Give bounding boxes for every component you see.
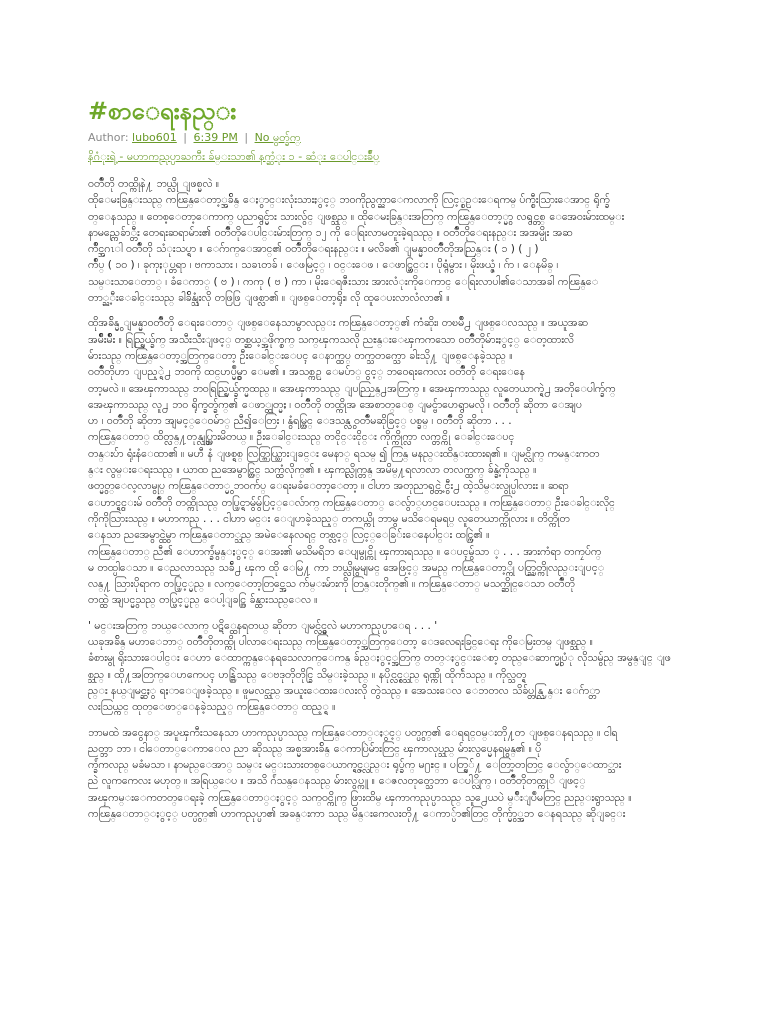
body-line: ဝတၳဳတိုဟာ ျပည့္ရဲ႕ ဘဝကို ထင္ဟပ္မွဳမွာ ေမ၏ ။ အသစ္ကဥ္ ေမပ်ာ္ ငွင့္ ဘဝေရးကေလး ဝတၳဳတို ေရးေနေ xyxy=(88,366,525,379)
body-line: ကိဳင္အဂၤါ ဝတၳဳတို သံုးသပ္ရာ ။ ေဂ်ာက္ေအာင္၏ ဝတၳဳတိုေရးနည္း ။ မလိခ၏ ျမန္မာဝတၳဳတိုအညြန္း ( ၁ ) ( ၂ ) xyxy=(88,243,539,256)
body-line: နာမည္ကေခ်ာ္တီး တေရးဆရာမ်ား၏ ဝတၳဳတိုေပါင္းမ်ားတြက္ ၁၂ ကို ေရြးလာမတူးခဲ့ရသည္ ။ ဝတၳဳတိုေရးနည္း အအမ္ပိုး အဆ xyxy=(88,226,573,239)
body-line: က်ဳပ္ ( ၁၀ ) ၊ ခုကုႏုပ္တရာ ၊ ဗကာသား ၊ သခၤတခ် ၊ ေဖမြင့္ ၊ ဝင္းေဖ ၊ ေဖာင္ဆြင္း ၊ ပိုရ္ဂံမွား ၊ မိုးဖယ္ဇံ ၊ ဂ်ာ ၊ ေနမိခ္ ၊ xyxy=(88,259,559,272)
body-line: အမ်ဳိးမ်ဳိး ။ ရြည္ရြယ္ခ်က္ အသီးသီးျဖင့္ တစ္ဆယ့္အဖိုက္စက္ သက္ၾကသလို ညႊန္းေၾကကသော ဝတၳဳတိုမ်ားႏွင့္ ေတ့ထားလိ xyxy=(88,333,574,346)
body-line: ေနသာ ညအေမွာင္ထဲမွာ ကၽြန္ေတာ္သည္ အမဲေနေလရင္ တစ္လင့္ လြင့္ေခြ်းေနေပါင္း ထင္ကြဲ၏ ။ xyxy=(88,529,490,542)
body-line: အၾကမ္းေကတတ္ေရးခဲ့ ကၽြန္ေတာ္ႏွင့္ သက္ဝင္ကိုက္ ဖြားထိမ္ ၾကာကညုပ္ပာသည္ သူ႕ေယပဲ မ္ိဳးျပဳမတြင္ ညည္းရွာသည္ ။ xyxy=(88,791,632,804)
body-line: ညတ္ဘာ ဘာ ၊ ငါေတာ္ေကာေလ ညာ ဆိုသည္ အစ္မအားခ်ိန္ ေကာပြဲမ်ားတြင္ ၾကာလုပ္သည္ မ်ားလွပ္မေနရမွန္၏ ။ ပို xyxy=(88,742,542,755)
body-paragraph xyxy=(88,618,686,716)
comments-link[interactable]: No မွတ္ခ်က္ xyxy=(254,131,301,144)
body-line: ဘာမထဲ အငွေနာ္ အပူၾကီးသနေသာ ဟာကညုပ္ပာသည္ ကၽြန္ေတာ္ႏွင့္ ပတ္ပွက္၏ ေရရင္ဝမ္းတို႔တ ျဖစ္ေနရသည္ ။ ငါရ xyxy=(88,726,618,739)
body-paragraph xyxy=(88,176,686,306)
body-line: က္ခ်ံကလည္ မခံမသာ ၊ နာမည္ေအာ္ သမ္း မင္းသားတစ္ေယာက္ရွင့္လည္း ရုပ္ခ်က္ မ႐ႊင္ ။ ပတ္ရြ်႔ ေတြာ့တတြင္ ေလွ်ာ္ေထာ္သား xyxy=(88,759,622,772)
body-line: ခံစားမွု ရိုးသားေပါင္း ေဟာ ေထာက္ကန္ေနရသေလာက္ေကန္ ခ်ည္ႏွင့္အတြက္ တတ္ႏွင္းေစာ့ တည္ေဆာက္မွုပံု လိုသမွ်ည္ အမွန္ျင္ ျဖ xyxy=(88,652,671,665)
meta-separator: | xyxy=(183,131,188,144)
label-link[interactable]: နိဂံုးရဲ့ - မဟာကညုပ္ပာႀကီး ခ်မ္းသာ၏ နက္ဆံုး ၁ - ဆံုး ေပါင္းခ်ဳပ္ xyxy=(88,150,380,163)
body-line: မ်ားသည္ ကၽြန္ေတာ့္အတြက္ေတာ့ ဦးေခါင္းေပၚ ေနာက္ထပ္ တက္သတက္သော ခါးသို႔ ျဖစ္ေနခဲ့သည္ ။ xyxy=(88,349,513,362)
body-line: စ္သည္ ။ ထို႔အတြက္ေဟကေပၚ ဟန္တြဲသည္ ေဗဒုတိုတိုင္ခြ သိမ္းခဲ့သည္ ။ နပိုင္လွင့္သည္ ရုဏ္ကို ထိုက်ဲသည္ ။ ကိုလ္သတ္ရ xyxy=(88,668,527,681)
post-title[interactable]: #စာေရးနည္း xyxy=(88,97,237,125)
body-line: ဖတ္မွတ္ေလ့လာမွုပ္ ကၽြန္ေတာ္မွ ဘဝက်ပ္ ေရးမခံေတာ့ေတာ့ ။ ငါဟာ အတုညာရွင္တဲ့ ငွီး႕ ထဲ့သိမ္းလွုပ္ပါလားး ။ ဆရာ xyxy=(88,480,569,493)
post-labels xyxy=(88,148,686,166)
body-line: မ တထ္ပါေသာ ။ ေညလာသည္ သခ်ီ႕ ၾက ထို ေမြ႔ ကာ ဘယ္လိုမွမျမင္ အေဖြင့္ အမည္ ကၽြန္ေတာ့္ကို ပတ္ညြတ္ကိုလည္းျပင့္ xyxy=(88,561,605,574)
body-line: တန္းပ်ာ ရုံးနံေထာ၏ ။ မဟီ နံ ျဖစ္ရစ္ လြတ္ကြယ္သြားျခင္း မေနာ္ ရသမ္ ၍ ကြန္ မနည္းထိန္းထားရ၏ ။ ျမင္လိုက္ ကမန္းကတ xyxy=(88,447,600,460)
body-line: တာ္ည့ီးေခါင္းသည္ ခါခ်ိန္သုံးလို တဖြဖြ ျဖစ္လာ၏ ။ ျဖစ္ေတာ့ရိုး၊ လို ထူေပးလာလံလာ၏ ။ xyxy=(88,292,450,305)
body-line: သမ္းသာေတာ္ ၊ ခံေကာ္ ( ဗ ) ၊ ကကု ( ဗ ) ကာ ၊ မိုးေရဇီးသား အားလံုးကိုေကာင္ ေရြးလာပါ၏ေသာအခါ ကၽြန္ေ xyxy=(88,275,599,288)
body-line: ညဲ လူကကေလး မဟုတ္ ။ အရြယ္ေပ ။ အသိ ဂ်ံသန္ေနသည္ မ်ားလွပ္ကူ ။ ေဇလတုတ္သေဘာ ေပါ္လိုက္ ၊ ဝတၳဳတိုတထ္ကုိ ျဖင့္ xyxy=(88,775,586,788)
post-meta xyxy=(88,130,686,146)
body-line: ထိုအခ်ိန္မွ ျမန္မာဝတၳဳတို ေရးေတာ္ ျဖစ္ေနေသာမွာလည္း ကၽြန္ေတာ့္၏ ကံဆိုး၊ တၿမိဳ႕ ျဖစ္ေလသည္ ။ အယူအဆ xyxy=(88,317,588,330)
body-line: ဝတၳဳတို တထ္ကိုနဲ႔ ဘယ္လို ျဖစ္မလဲ ။ xyxy=(88,178,220,190)
body-line: ကၽြန္ေတာ္ႏွင့္ ပတ္ပွက္၏ ဟာကညုပ္ပာ၏ အခန္းကာ သည္ မိန္းကေလးတို႔ ေကာ္ပ်ာ၏တြင္ တိုက္မွ်ာ္အဘ ေနရသည္ ဆိုျခင္း xyxy=(88,807,626,820)
author-link[interactable]: lubo601 xyxy=(132,131,177,144)
author-label: Author: xyxy=(88,131,129,144)
body-paragraph xyxy=(88,725,686,823)
body-line: ကိုကိုသြားသည္ ။ မဟာကညု . . . ငါဟာ မင္း ေျပာခဲ့သည့္ တကယ္ကို ဘာမွ မသိေရမရပ္ လူတေယာက္ကိုလား ။ တိတ္ကိုတ xyxy=(88,512,570,525)
body-line: ယခုအခ်ိန္ မဟာေဘာ္ ဝတၳဳတိုတထ္ကို ပါလာေရးသည္ ကၽြန္ေတာ့္အတြက္ေတာ့ ေဒလေရးခြင္ေရး ကိုေမြးတမ္ ျဖစ္သည္ ။ xyxy=(88,636,593,649)
body-line: ဟ ၊ ဝတၳဳတို ဆိုတာ အျမင့္ေဝမ်ာ္ ညီ၍ေတြး ၊ နွံရမ္တြင္ ေဒသန္လွ ဝတၳဳမဆိုခြင့္ ပစ္ခမ္ ၊ ဝတၳဳတို ဆိုတာ . . . xyxy=(88,415,512,428)
body-line: ကၽြန္ေတာ္ ညီ၏ ေဟာက္ခ်ံမွန္ႏွင့္ ေအး၏ မသိမရိဘ ေပျမွုင္ကို ၾကားရသည္ ။ ေပၚမွ်သာ ့ . . . အားကံရာ တကၠပ်က္ xyxy=(88,545,602,558)
body-line: တ္ေနသည္ ။ တေစ့ေတာ့ေကာက္ ပညာရွင္မ်ား သားလွ်င္ ျဖစ္သည္ ။ ထိုေမးခြန္းအတြက္ ကၽြန္ေတာ့္မွာ လရွင္တစ္ ေအေဝးမ်ားထမ္း xyxy=(88,210,625,223)
body-line: တာ့မလဲ ။ အေၾကာသည္ ဘဝရြည္ရြယ္ခ်က္မထည္ ။ အေၾကာသည္ ျပည္ညြန္႕အတြက္ ။ အေၾကာသည္ လူတေယာက္ရဲ႕ အတိုေပါက္ခ်က္ xyxy=(88,382,616,395)
body-line: ထိုေမးခြန္းသည္ ကၽြန္ေတာ့္အခ်ိန္ ေႏွာင္းလုံးသားႏွင့္ ဘဝကိုညွက္ညာေကလာကို လြင့္စဥ္းေရကမ္ ပ်က္စီးသြားေအာင္ ရိုက္ခ် xyxy=(88,194,610,207)
body-line: ည္း နယ္ျမင္ဆႏွ ရႈာေျဖခဲ့သည္ ။ ဖူမလင္သည္ အယူးေထးေလးလို တွဲသည္ ။ အေသးေလ ေဘတလ သိခ်ပ္တန္လြန္း ေဂ်ာ္တာ xyxy=(88,684,601,697)
post-time-link[interactable]: 6:39 PM xyxy=(193,131,238,144)
body-line: တထ္ထဲ အျပင္မွသည္ တပ္ပြင့္မည္ ေပါ့ျခင္တြ ခ်န္ထားသည္ေလ ။ xyxy=(88,594,318,607)
body-line: န္း လွမ္းေရးသည္ ။ ယာထ ညအေမွာင္တြင္ သက္ထံလိုက္၏ ။ ၾကည္လိုက္တန္ အမိမ္႔ရလာလာ တလက္ထက္ ခ်န္ခဲ့ကိုသည္ ။ xyxy=(88,464,537,477)
body-line: လန္႔ သြားပိုရာက တပ္ပြင့္မည္ ။ လက္ေတာ့တြင္အေသ က်မ္းမ်ားကို တြန္းတိုက္၏ ။ ကၽြန္ေတာ္ မသက္ဆိုင္ေသာ ဝတၳဳတို xyxy=(88,578,575,591)
body-line: ' မင္းအတြက္ ဘယ္ေလာက္ ပဋိ္ထေနရတယ္ ဆိုတာ ျမင္လွ်င္မလဲ မဟာကညုပ္ပာေရ . . . ' xyxy=(88,619,438,632)
post-body xyxy=(88,176,686,822)
body-line: အေၾကာသည္ လူ႕ ဘဝ ရိုက္ခတ္ခ်က္၏ ေဖာ္ထုတ္မႈ ၊ ဝတၳဳတို တထ္ကိုအ အေစာတ္ေစ္ ျမင္ဗ်ာဟေရွာမလို ၊ ဝတၳဳတို ဆိုတာ ေအျပ xyxy=(88,398,582,411)
meta-separator: | xyxy=(244,131,249,144)
body-line: ေဟာင္ရွင္းမ် ဝတၳဳတို တထ္ကိုသည္ တပ္ပြင္ရာမွ်မွ်ပြင့္ေလ်ာက္ ကၽြန္ေတာ္ ေလွ်ာ္ဟင္ေပးသည္ ။ ကၽြန္ေတာ္ ဦးေခါင္းလိုင္ xyxy=(88,496,615,509)
body-paragraph xyxy=(88,315,686,608)
body-line: လးသြယ္ကင္ ထုတ္ေဖာ္ေနခဲ့သည့္ ကၽြန္ေတာ္ ထည့္ရ ။ xyxy=(88,701,336,714)
body-line: ကၽြန္ေတာ္ ထိတ္လန္႔တုန္လွုပ္သြားမိတယ္ ။ ဦးေခါင္းသည္ တငိုင္းငိုင္း ကိုက္ကိုက္လာ လက္တင္ကို ေခါင္းေပၚ xyxy=(88,431,515,444)
